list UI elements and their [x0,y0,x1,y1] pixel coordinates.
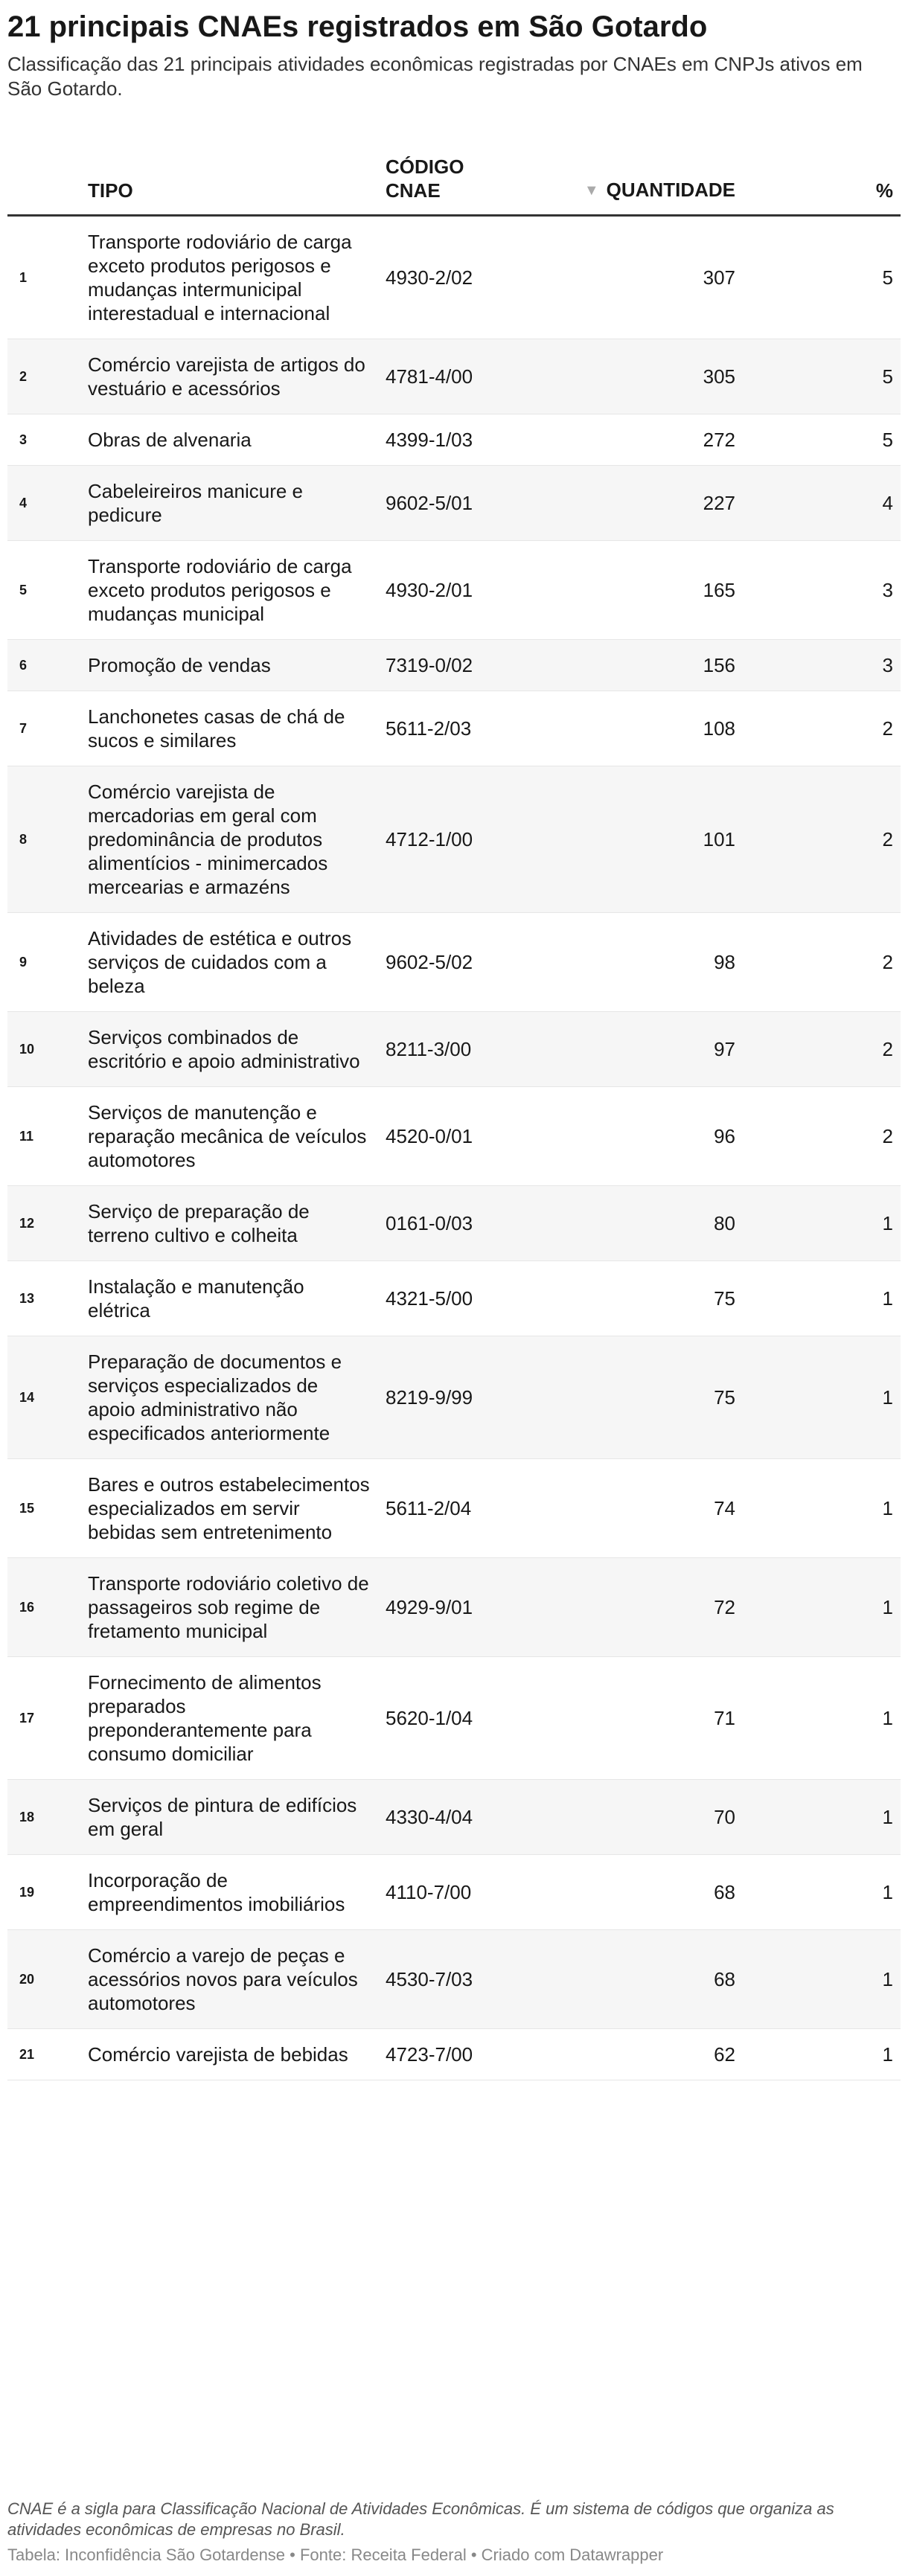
codigo-cell: 8219-9/99 [378,1336,564,1459]
tipo-cell: Obras de alvenaria [80,414,378,466]
codigo-cell: 5620-1/04 [378,1657,564,1780]
table-row [7,1336,901,1459]
codigo-cell: 4321-5/00 [378,1261,564,1336]
table-row [7,1012,901,1087]
table-row [7,1459,901,1558]
quantidade-cell: 156 [564,640,743,691]
codigo-cell: 5611-2/03 [378,691,564,766]
tipo-cell: Incorporação de empreendimentos imobiliários [80,1855,378,1930]
percent-cell: 1 [743,1186,901,1261]
percent-cell: 1 [743,1780,901,1855]
percent-cell: 2 [743,691,901,766]
codigo-cell: 0161-0/03 [378,1186,564,1261]
quantidade-cell: 227 [564,466,743,541]
quantidade-cell: 80 [564,1186,743,1261]
tipo-cell: Bares e outros estabelecimentos especializados em servir bebidas sem entretenimento [80,1459,378,1558]
table-body [7,216,901,2080]
rank-cell: 11 [7,1087,80,1186]
percent-cell: 3 [743,541,901,640]
table-row [7,913,901,1012]
tipo-cell: Cabeleireiros manicure e pedicure [80,466,378,541]
codigo-cell: 4530-7/03 [378,1930,564,2029]
tipo-cell: Transporte rodoviário de carga exceto produtos perigosos e mudanças municipal [80,541,378,640]
percent-cell: 2 [743,766,901,913]
column-header-percent[interactable]: % [743,137,901,216]
rank-cell: 6 [7,640,80,691]
rank-cell: 21 [7,2029,80,2080]
tipo-cell: Transporte rodoviário de carga exceto produtos perigosos e mudanças intermunicipal interestadual e internacional [80,216,378,339]
tipo-cell: Serviços de pintura de edifícios em geral [80,1780,378,1855]
quantidade-cell: 305 [564,339,743,414]
table-row [7,541,901,640]
table-row [7,1261,901,1336]
table-row [7,216,901,339]
codigo-cell: 4330-4/04 [378,1780,564,1855]
quantidade-cell: 75 [564,1261,743,1336]
rank-cell: 10 [7,1012,80,1087]
rank-cell: 14 [7,1336,80,1459]
codigo-cell: 4781-4/00 [378,339,564,414]
tipo-cell: Comércio varejista de mercadorias em geral com predominância de produtos alimentícios - minimercados mercearias e armazéns [80,766,378,913]
rank-cell: 8 [7,766,80,913]
column-header-quantidade-label: QUANTIDADE [606,179,735,201]
codigo-cell: 4930-2/01 [378,541,564,640]
codigo-cell: 4723-7/00 [378,2029,564,2080]
rank-cell: 18 [7,1780,80,1855]
percent-cell: 2 [743,1012,901,1087]
rank-cell: 13 [7,1261,80,1336]
column-header-codigo-label: CÓDIGO CNAE [386,156,464,202]
percent-cell: 1 [743,1657,901,1780]
percent-cell: 2 [743,1087,901,1186]
percent-cell: 1 [743,1459,901,1558]
tipo-cell: Transporte rodoviário coletivo de passageiros sob regime de fretamento municipal [80,1558,378,1657]
quantidade-cell: 96 [564,1087,743,1186]
quantidade-cell: 165 [564,541,743,640]
rank-cell: 3 [7,414,80,466]
rank-cell: 17 [7,1657,80,1780]
quantidade-cell: 272 [564,414,743,466]
table-row [7,1558,901,1657]
percent-cell: 4 [743,466,901,541]
percent-cell: 3 [743,640,901,691]
chart-title: 21 principais CNAEs registrados em São Gotardo [7,10,708,43]
quantidade-cell: 307 [564,216,743,339]
quantidade-cell: 101 [564,766,743,913]
table-row [7,1657,901,1780]
table-row [7,640,901,691]
rank-cell: 20 [7,1930,80,2029]
table-header-row [7,137,901,216]
percent-cell: 1 [743,2029,901,2080]
quantidade-cell: 71 [564,1657,743,1780]
column-header-quantidade[interactable] [564,137,743,216]
quantidade-cell: 74 [564,1459,743,1558]
percent-cell: 5 [743,216,901,339]
percent-cell: 1 [743,1261,901,1336]
codigo-cell: 9602-5/02 [378,913,564,1012]
table-row [7,1087,901,1186]
table-row [7,1186,901,1261]
quantidade-cell: 97 [564,1012,743,1087]
table-row [7,2029,901,2080]
tipo-cell: Atividades de estética e outros serviços de cuidados com a beleza [80,913,378,1012]
codigo-cell: 4930-2/02 [378,216,564,339]
codigo-cell: 4929-9/01 [378,1558,564,1657]
rank-cell: 5 [7,541,80,640]
tipo-cell: Preparação de documentos e serviços especializados de apoio administrativo não especificados anteriormente [80,1336,378,1459]
table-row [7,1930,901,2029]
rank-cell: 7 [7,691,80,766]
codigo-cell: 8211-3/00 [378,1012,564,1087]
tipo-cell: Serviços de manutenção e reparação mecânica de veículos automotores [80,1087,378,1186]
rank-cell: 1 [7,216,80,339]
tipo-cell: Serviço de preparação de terreno cultivo e colheita [80,1186,378,1261]
table-row [7,691,901,766]
sort-descending-icon: ▼ [584,182,599,199]
codigo-cell: 5611-2/04 [378,1459,564,1558]
quantidade-cell: 70 [564,1780,743,1855]
chart-footer: Tabela: Inconfidência São Gotardense • Fonte: Receita Federal • Criado com Datawrapper [7,2545,664,2564]
tipo-cell: Promoção de vendas [80,640,378,691]
table-row [7,1855,901,1930]
percent-cell: 5 [743,339,901,414]
rank-cell: 12 [7,1186,80,1261]
rank-cell: 9 [7,913,80,1012]
percent-cell: 1 [743,1855,901,1930]
tipo-cell: Comércio varejista de bebidas [80,2029,378,2080]
chart-notes: CNAE é a sigla para Classificação Nacional de Atividades Econômicas. É um sistema de códigos que organiza as atividades econômicas de empresas no Brasil. [7,2499,834,2539]
tipo-cell: Serviços combinados de escritório e apoio administrativo [80,1012,378,1087]
tipo-cell: Instalação e manutenção elétrica [80,1261,378,1336]
quantidade-cell: 68 [564,1930,743,2029]
percent-cell: 1 [743,1930,901,2029]
rank-cell: 15 [7,1459,80,1558]
rank-cell: 2 [7,339,80,414]
tipo-cell: Fornecimento de alimentos preparados preponderantemente para consumo domiciliar [80,1657,378,1780]
table-row [7,1780,901,1855]
rank-cell: 16 [7,1558,80,1657]
quantidade-cell: 108 [564,691,743,766]
codigo-cell: 4399-1/03 [378,414,564,466]
codigo-cell: 4712-1/00 [378,766,564,913]
data-table [7,137,901,2080]
rank-cell: 19 [7,1855,80,1930]
quantidade-cell: 75 [564,1336,743,1459]
percent-cell: 1 [743,1558,901,1657]
tipo-cell: Comércio a varejo de peças e acessórios novos para veículos automotores [80,1930,378,2029]
rank-cell: 4 [7,466,80,541]
quantidade-cell: 98 [564,913,743,1012]
codigo-cell: 9602-5/01 [378,466,564,541]
quantidade-cell: 62 [564,2029,743,2080]
chart-description: Classificação das 21 principais atividades econômicas registradas por CNAEs em CNPJs ativos em São Gotardo. [7,53,863,100]
column-header-tipo[interactable]: TIPO [80,137,378,216]
table-row [7,339,901,414]
column-header-rank[interactable] [7,137,80,216]
table-row [7,466,901,541]
codigo-cell: 4110-7/00 [378,1855,564,1930]
tipo-cell: Comércio varejista de artigos do vestuário e acessórios [80,339,378,414]
quantidade-cell: 72 [564,1558,743,1657]
percent-cell: 1 [743,1336,901,1459]
quantidade-cell: 68 [564,1855,743,1930]
codigo-cell: 7319-0/02 [378,640,564,691]
percent-cell: 5 [743,414,901,466]
tipo-cell: Lanchonetes casas de chá de sucos e similares [80,691,378,766]
percent-cell: 2 [743,913,901,1012]
table-row [7,766,901,913]
column-header-codigo[interactable] [378,137,564,216]
table-row [7,414,901,466]
codigo-cell: 4520-0/01 [378,1087,564,1186]
